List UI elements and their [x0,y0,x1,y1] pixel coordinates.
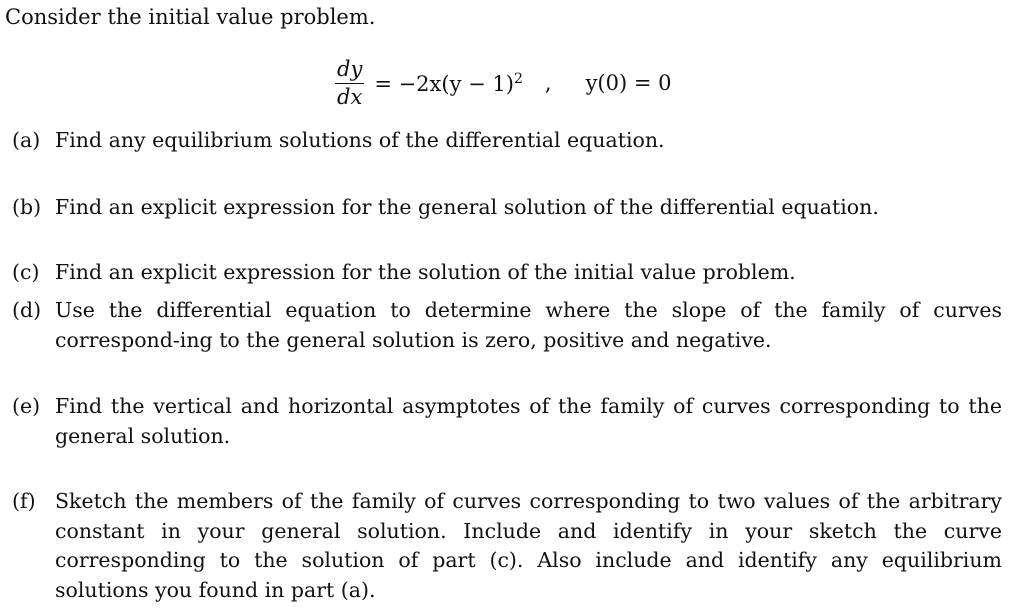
part-text: Find an explicit expression for the general solution of the differential equation. [55,195,879,219]
fraction-denominator: dx [337,84,363,109]
equation-exponent: 2 [513,70,523,87]
equation-rhs: = $-2x(y - 1)^2$ [374,70,523,96]
part-f [12,487,1002,605]
part-c [12,258,1002,288]
fraction-numerator: dy [335,58,364,83]
derivative-fraction [335,58,364,107]
part-b [12,193,1002,223]
part-e [12,392,1002,451]
part-text: Sketch the members of the family of curves corresponding to two values of the arbitrary constant in your general solution. Include and identify in your sketch the curve corresponding to the solution of part (c). Also include and identify any equilibrium solutions you found in part (a). [55,489,1002,602]
part-d [12,296,1002,355]
part-a [12,126,1002,156]
initial-condition: y(0) = 0 [585,71,672,95]
part-text: Use the differential equation to determine where the slope of the family of curves correspond-ing to the general solution is zero, positive and negative. [55,298,1002,352]
part-label: (e) [12,394,41,418]
part-text: Find any equilibrium solutions of the differential equation. [55,128,665,152]
equation-separator: , [544,71,552,95]
part-label: (b) [12,195,42,219]
part-text: Find an explicit expression for the solution of the initial value problem. [55,260,796,284]
differential-equation [335,54,671,112]
part-label: (c) [12,260,40,284]
part-label: (f) [12,489,36,513]
part-label: (d) [12,298,42,322]
intro-text: Consider the initial value problem. [5,5,376,29]
part-text: Find the vertical and horizontal asymptotes of the family of curves corresponding to the general solution. [55,394,1002,448]
part-label: (a) [12,128,41,152]
